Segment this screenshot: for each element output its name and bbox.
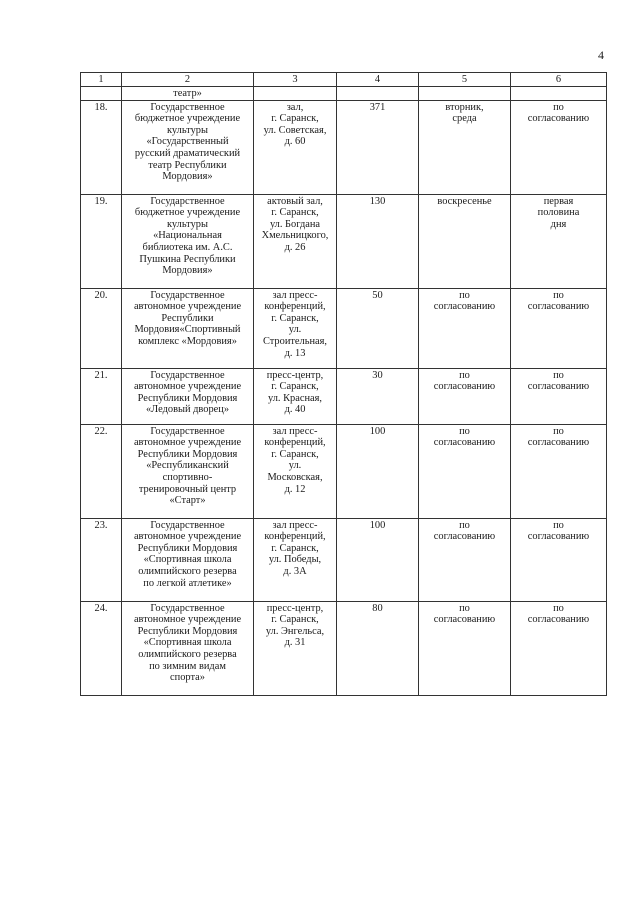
organization-line: «Государственный xyxy=(146,136,229,148)
days-line: согласованию xyxy=(433,614,496,626)
place-line: зал, xyxy=(286,101,304,113)
organization-line: тренировочный центр xyxy=(138,483,237,495)
table-row xyxy=(81,601,607,695)
capacity-cell: 130 xyxy=(337,194,419,288)
organization-line: бюджетное учреждение xyxy=(134,207,241,219)
capacity-cell: 80 xyxy=(337,601,419,695)
time-cell xyxy=(511,194,607,288)
place-line: д. 13 xyxy=(284,347,306,359)
place-cell xyxy=(254,194,337,288)
continuation-text: театр» xyxy=(122,86,254,100)
row-number: 19. xyxy=(81,194,122,288)
continuation-row xyxy=(81,86,607,100)
organization-line: Государственное xyxy=(150,602,225,614)
time-line: половина xyxy=(537,207,580,219)
place-line: д. 3А xyxy=(283,565,307,577)
place-cell xyxy=(254,100,337,194)
row-number: 20. xyxy=(81,288,122,368)
organization-line: Республики Мордовия xyxy=(137,542,238,554)
place-line: Хмельницкого, xyxy=(261,230,329,242)
days-line: согласованию xyxy=(433,531,496,543)
place-cell xyxy=(254,424,337,518)
days-line: воскресенье xyxy=(437,195,492,207)
place-cell xyxy=(254,368,337,424)
days-line: согласованию xyxy=(433,301,496,313)
time-line: согласованию xyxy=(527,614,590,626)
organization-line: Государственное xyxy=(150,289,225,301)
time-cell xyxy=(511,424,607,518)
organization-cell xyxy=(122,368,254,424)
table-row xyxy=(81,424,607,518)
place-line: конференций, xyxy=(264,301,326,313)
days-cell xyxy=(419,194,511,288)
capacity-cell: 100 xyxy=(337,518,419,601)
place-line: д. 12 xyxy=(284,483,306,495)
organization-line: «Старт» xyxy=(169,495,206,507)
table-cell xyxy=(511,86,607,100)
time-line: согласованию xyxy=(527,531,590,543)
days-line: среда xyxy=(452,113,477,125)
table-row xyxy=(81,194,607,288)
organization-line: автономное учреждение xyxy=(133,301,242,313)
time-line: согласованию xyxy=(527,301,590,313)
place-cell xyxy=(254,601,337,695)
days-cell xyxy=(419,100,511,194)
organization-line: автономное учреждение xyxy=(133,437,242,449)
time-cell xyxy=(511,601,607,695)
days-cell xyxy=(419,424,511,518)
place-line: ул. xyxy=(288,460,302,472)
time-line: первая xyxy=(543,195,574,207)
place-line: актовый зал, xyxy=(267,195,323,207)
days-line: по xyxy=(459,602,470,614)
organization-cell xyxy=(122,518,254,601)
days-line: вторник, xyxy=(445,101,484,113)
capacity-cell: 371 xyxy=(337,100,419,194)
place-line: конференций, xyxy=(264,437,326,449)
table-row xyxy=(81,288,607,368)
organization-line: Республики Мордовия xyxy=(137,448,238,460)
table-cell xyxy=(419,86,511,100)
organization-line: Государственное xyxy=(150,369,225,381)
organization-line: автономное учреждение xyxy=(133,614,242,626)
place-line: ул. xyxy=(288,324,302,336)
days-cell xyxy=(419,288,511,368)
time-line: по xyxy=(553,425,564,437)
time-cell xyxy=(511,368,607,424)
place-line: д. 26 xyxy=(284,241,306,253)
organization-line: олимпийского резерва xyxy=(138,648,237,660)
organization-cell xyxy=(122,424,254,518)
organization-cell xyxy=(122,288,254,368)
days-cell xyxy=(419,518,511,601)
organization-line: Государственное xyxy=(150,101,225,113)
organization-cell xyxy=(122,100,254,194)
time-cell xyxy=(511,288,607,368)
place-line: д. 60 xyxy=(284,136,306,148)
place-line: д. 40 xyxy=(284,404,306,416)
organization-line: по легкой атлетике» xyxy=(143,577,232,589)
place-cell xyxy=(254,518,337,601)
place-line: ул. Энгельса, xyxy=(265,625,325,637)
organization-line: Государственное xyxy=(150,195,225,207)
organization-line: комплекс «Мордовия» xyxy=(138,335,237,347)
organization-line: Мордовия» xyxy=(162,171,213,183)
place-line: д. 31 xyxy=(284,637,306,649)
place-line: г. Саранск, xyxy=(271,448,319,460)
time-line: дня xyxy=(550,218,567,230)
time-line: по xyxy=(553,101,564,113)
organization-line: олимпийского резерва xyxy=(138,565,237,577)
organization-line: русский драматический xyxy=(134,147,241,159)
time-line: согласованию xyxy=(527,113,590,125)
organization-line: автономное учреждение xyxy=(133,531,242,543)
place-line: ул. Богдана xyxy=(269,218,321,230)
place-line: ул. Красная, xyxy=(267,392,323,404)
place-line: г. Саранск, xyxy=(271,312,319,324)
place-line: пресс-центр, xyxy=(266,602,324,614)
days-line: по xyxy=(459,519,470,531)
place-line: г. Саранск, xyxy=(271,113,319,125)
time-line: по xyxy=(553,289,564,301)
time-line: согласованию xyxy=(527,381,590,393)
capacity-cell: 100 xyxy=(337,424,419,518)
organization-line: библиотека им. А.С. xyxy=(142,241,233,253)
place-line: конференций, xyxy=(264,531,326,543)
place-line: ул. Советская, xyxy=(263,124,327,136)
row-number: 23. xyxy=(81,518,122,601)
time-line: согласованию xyxy=(527,437,590,449)
organization-line: «Спортивная школа xyxy=(143,554,232,566)
place-line: ул. Победы, xyxy=(268,554,322,566)
row-number: 22. xyxy=(81,424,122,518)
days-line: согласованию xyxy=(433,381,496,393)
organization-line: театр Республики xyxy=(148,159,227,171)
header-cell: 1 xyxy=(81,73,122,87)
organization-line: Государственное xyxy=(150,519,225,531)
table-row xyxy=(81,518,607,601)
organization-line: автономное учреждение xyxy=(133,381,242,393)
table-cell xyxy=(81,86,122,100)
header-cell: 4 xyxy=(337,73,419,87)
header-cell: 3 xyxy=(254,73,337,87)
venue-table xyxy=(80,72,607,696)
organization-line: Государственное xyxy=(150,425,225,437)
header-cell: 6 xyxy=(511,73,607,87)
organization-cell xyxy=(122,194,254,288)
organization-line: «Спортивная школа xyxy=(143,637,232,649)
organization-line: Мордовия» xyxy=(162,265,213,277)
place-line: зал пресс- xyxy=(272,425,318,437)
page-number: 4 xyxy=(598,48,604,62)
organization-line: бюджетное учреждение xyxy=(134,113,241,125)
header-cell: 5 xyxy=(419,73,511,87)
organization-line: Пушкина Республики xyxy=(139,253,236,265)
organization-line: Республики Мордовия xyxy=(137,625,238,637)
place-line: зал пресс- xyxy=(272,519,318,531)
place-line: г. Саранск, xyxy=(271,381,319,393)
days-line: согласованию xyxy=(433,437,496,449)
table-cell xyxy=(337,86,419,100)
organization-line: культуры xyxy=(167,218,208,230)
table-cell xyxy=(254,86,337,100)
days-cell xyxy=(419,368,511,424)
organization-line: по зимним видам xyxy=(149,660,226,672)
time-line: по xyxy=(553,602,564,614)
row-number: 21. xyxy=(81,368,122,424)
days-line: по xyxy=(459,369,470,381)
capacity-cell: 30 xyxy=(337,368,419,424)
organization-line: Республики Мордовия xyxy=(137,392,238,404)
organization-line: «Национальная xyxy=(153,230,222,242)
table-header-row xyxy=(81,73,607,87)
days-line: по xyxy=(459,289,470,301)
header-cell: 2 xyxy=(122,73,254,87)
place-line: Строительная, xyxy=(262,335,328,347)
organization-line: культуры xyxy=(167,124,208,136)
days-line: по xyxy=(459,425,470,437)
table-row xyxy=(81,100,607,194)
place-line: зал пресс- xyxy=(272,289,318,301)
organization-line: Мордовия«Спортивный xyxy=(134,324,241,336)
place-cell xyxy=(254,288,337,368)
organization-cell xyxy=(122,601,254,695)
time-line: по xyxy=(553,369,564,381)
place-line: г. Саранск, xyxy=(271,614,319,626)
place-line: г. Саранск, xyxy=(271,542,319,554)
capacity-cell: 50 xyxy=(337,288,419,368)
time-cell xyxy=(511,100,607,194)
time-cell xyxy=(511,518,607,601)
organization-line: «Ледовый дворец» xyxy=(145,404,230,416)
days-cell xyxy=(419,601,511,695)
table-row xyxy=(81,368,607,424)
place-line: г. Саранск, xyxy=(271,207,319,219)
time-line: по xyxy=(553,519,564,531)
place-line: Московская, xyxy=(267,471,323,483)
row-number: 24. xyxy=(81,601,122,695)
organization-line: спорта» xyxy=(170,672,205,684)
row-number: 18. xyxy=(81,100,122,194)
organization-line: спортивно- xyxy=(162,471,213,483)
place-line: пресс-центр, xyxy=(266,369,324,381)
organization-line: «Республиканский xyxy=(146,460,229,472)
organization-line: Республики xyxy=(161,312,214,324)
